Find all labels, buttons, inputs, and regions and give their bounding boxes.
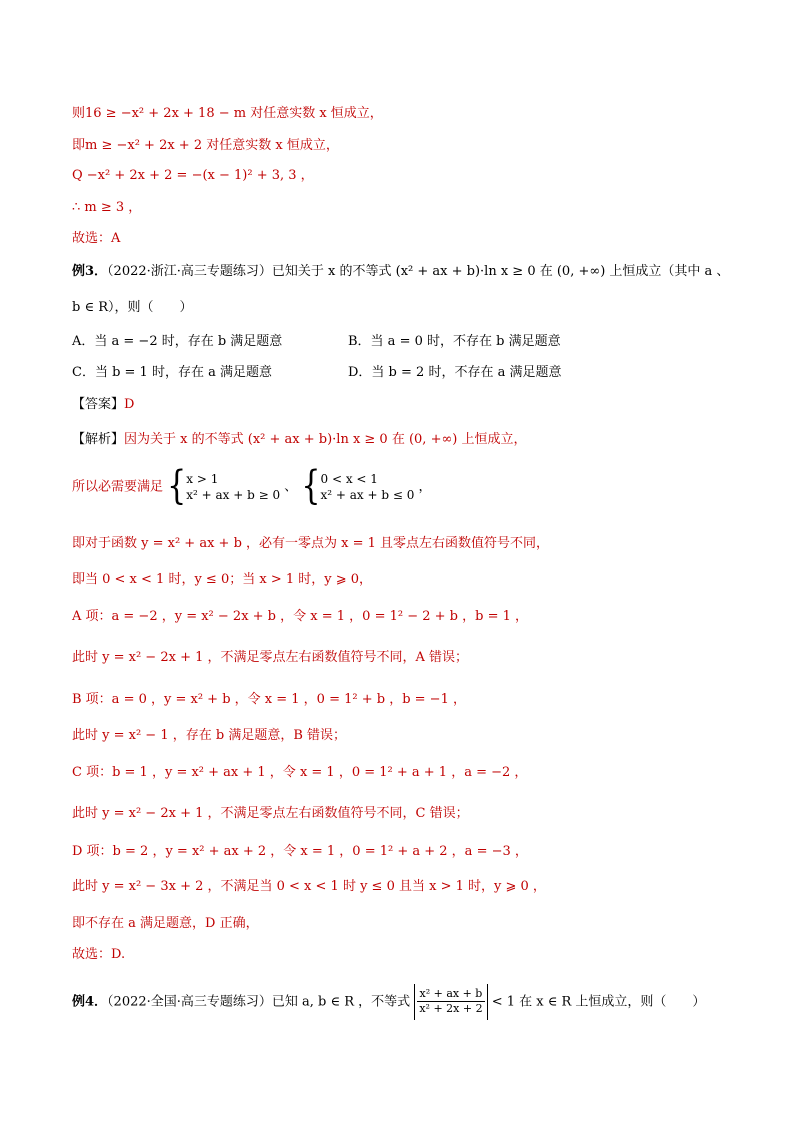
system-2-line-b: x² + ax + b ≤ 0 xyxy=(320,487,415,502)
analysis-line-11: D 项：b = 2 ，y = x² + ax + 2 ，令 x = 1 ，0 = 1² + a + 2 ，a = −3 ， xyxy=(72,844,528,859)
analysis-line-5: A 项：a = −2 ，y = x² − 2x + b ，令 x = 1 ，0 = 1² − 2 + b ，b = 1 ， xyxy=(72,609,528,624)
option-a: A．当 a = −2 时，存在 b 满足题意 xyxy=(72,334,283,349)
solution-line-3: Q −x² + 2x + 2 = −(x − 1)² + 3, 3 ， xyxy=(72,168,314,183)
analysis-line-14: 故选：D. xyxy=(72,947,126,962)
system-separator: 、 xyxy=(284,479,298,495)
analysis-line-13: 即不存在 a 满足题意，D 正确， xyxy=(72,916,259,931)
answer-label: 【答案】 xyxy=(72,397,125,412)
answer-value: D xyxy=(124,397,135,412)
solution-line-2: 即m ≥ −x² + 2x + 2 对任意实数 x 恒成立， xyxy=(72,138,339,153)
solution-line-1: 则16 ≥ −x² + 2x + 18 − m 对任意实数 x 恒成立， xyxy=(72,106,383,121)
system-1-line-a: x > 1 xyxy=(186,471,219,486)
condition-system-2: { 0 < x < 1 x² + ax + b ≤ 0 xyxy=(301,463,415,509)
analysis-line-9: C 项：b = 1 ，y = x² + ax + 1 ，令 x = 1 ，0 = 1² + a + 1 ，a = −2 ， xyxy=(72,765,528,780)
example-3-question-text: 已知关于 x 的不等式 (x² + ax + b)·ln x ≥ 0 在 (0, +∞) 上恒成立（其中 a 、 xyxy=(271,264,730,279)
analysis-line-3: 即对于函数 y = x² + ax + b ，必有一零点为 x = 1 且零点左右函数值符号不同， xyxy=(72,536,550,551)
fraction-numerator: x² + ax + b xyxy=(417,987,484,1002)
example-4-label: 例4． xyxy=(72,994,108,1010)
solution-line-4: ∴ m ≥ 3 ， xyxy=(72,200,142,215)
analysis-line-2 xyxy=(72,463,432,509)
analysis-line-10: 此时 y = x² − 2x + 1 ，不满足零点左右函数值符号不同，C 错误； xyxy=(72,806,469,821)
fraction-denominator: x² + 2x + 2 xyxy=(419,1002,483,1015)
example-3-label: 例3． xyxy=(72,264,108,279)
analysis-line-12: 此时 y = x² − 3x + 2 ，不满足当 0 < x < 1 时 y ≤ 0 且当 x > 1 时，y ⩾ 0 ， xyxy=(72,879,546,894)
example-3-source: （2022·浙江·高三专题练习） xyxy=(107,264,272,279)
analysis-text-1: 因为关于 x 的不等式 (x² + ax + b)·ln x ≥ 0 在 (0, +∞) 上恒成立， xyxy=(124,432,527,447)
solution-line-5: 故选：A xyxy=(72,231,121,246)
option-b: B．当 a = 0 时，不存在 b 满足题意 xyxy=(348,334,561,349)
answer-line xyxy=(72,395,134,415)
analysis-line-6: 此时 y = x² − 2x + 1 ，不满足零点左右函数值符号不同，A 错误； xyxy=(72,650,469,665)
option-d: D．当 b = 2 时，不存在 a 满足题意 xyxy=(348,365,562,380)
analysis-line-7: B 项：a = 0 ，y = x² + b ，令 x = 1 ，0 = 1² + b ，b = −1 ， xyxy=(72,692,466,707)
example-4-question xyxy=(72,984,705,1021)
analysis-label: 【解析】 xyxy=(72,432,125,447)
analysis-line-1 xyxy=(72,430,527,450)
example-3-question xyxy=(72,262,729,282)
analysis-line-4: 即当 0 < x < 1 时，y ≤ 0；当 x > 1 时，y ⩾ 0， xyxy=(72,572,373,587)
system-2-line-a: 0 < x < 1 xyxy=(320,471,378,486)
analysis-line-8: 此时 y = x² − 1 ，存在 b 满足题意，B 错误； xyxy=(72,728,347,743)
system-1-line-b: x² + ax + b ≥ 0 xyxy=(186,487,281,502)
option-c: C．当 b = 1 时，存在 a 满足题意 xyxy=(72,365,272,380)
analysis-text-2-end: ， xyxy=(418,479,432,495)
absolute-value-fraction xyxy=(414,984,487,1020)
condition-system-1: { x > 1 x² + ax + b ≥ 0 xyxy=(167,463,281,509)
example-4-source: （2022·全国·高三专题练习） xyxy=(107,994,272,1010)
example-4-question-text: 已知 a, b ∈ R ，不等式 xyxy=(271,994,411,1010)
example-4-question-end: < 1 在 x ∈ R 上恒成立，则（ ） xyxy=(491,994,706,1010)
example-3-question-cont: b ∈ R），则（ ） xyxy=(72,300,193,315)
analysis-text-2: 所以必需要满足 xyxy=(72,479,164,495)
